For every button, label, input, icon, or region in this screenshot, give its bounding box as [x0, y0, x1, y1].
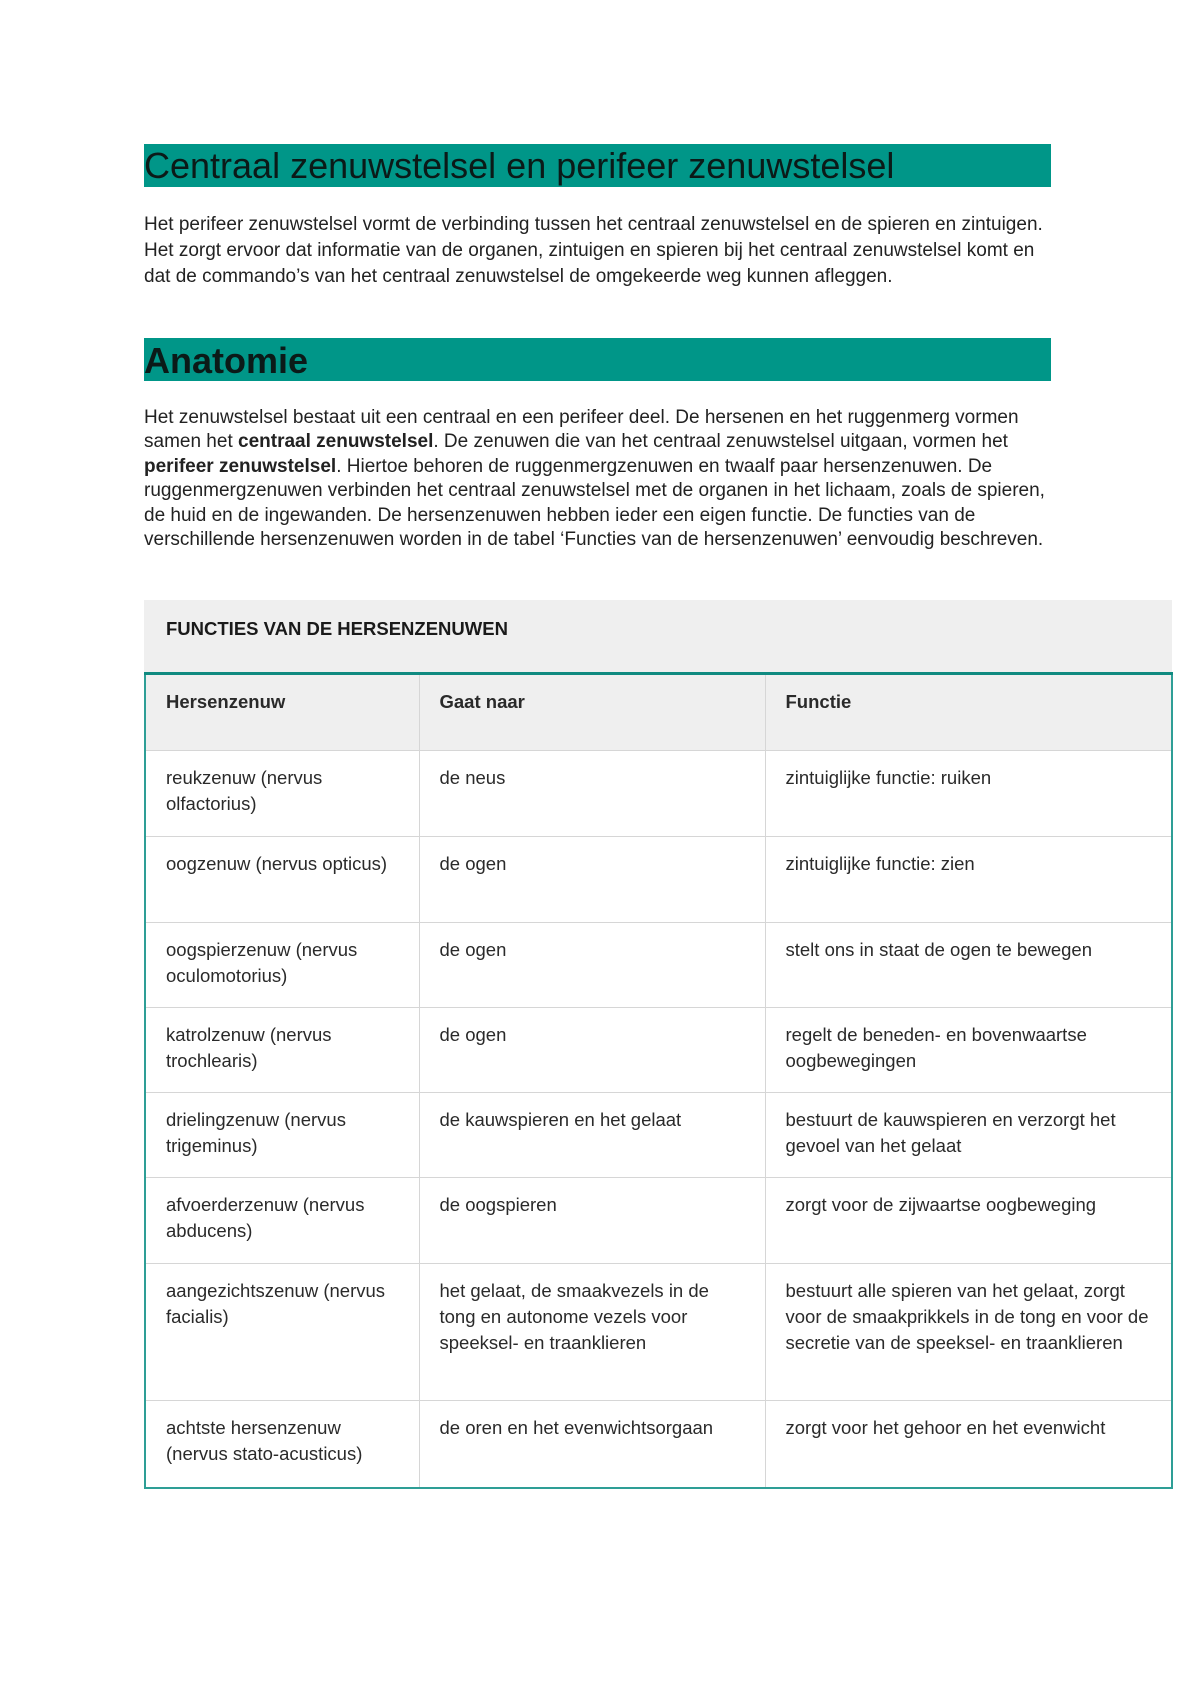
- bold-term: perifeer zenuwstelsel: [144, 455, 337, 477]
- table-row: [145, 751, 1172, 837]
- table-cell: zorgt voor het gehoor en het evenwicht: [765, 1401, 1172, 1488]
- table-cell: bestuurt alle spieren van het gelaat, zorgt voor de smaakprikkels in de tong en voor de secretie van de speeksel- en traanklieren: [765, 1264, 1172, 1401]
- anatomy-paragraph: [144, 406, 1064, 552]
- table-cell: drielingzenuw (nervus trigeminus): [145, 1093, 419, 1178]
- table-row: [145, 1093, 1172, 1178]
- section-heading-anatomy: Anatomie: [144, 338, 1051, 381]
- text: Het zenuwstelsel bestaat uit een centraal en een perifeer deel. De hersenen en het ruggenmerg vormen samen het: [144, 407, 1019, 453]
- bold-term: centraal zenuwstelsel: [238, 431, 434, 453]
- table-cell: katrolzenuw (nervus trochlearis): [145, 1008, 419, 1093]
- table-row: [145, 1264, 1172, 1401]
- table-cell: regelt de beneden- en bovenwaartse oogbewegingen: [765, 1008, 1172, 1093]
- table-cell: stelt ons in staat de ogen te bewegen: [765, 923, 1172, 1008]
- table-cell: de ogen: [419, 923, 765, 1008]
- table-cell: zintuiglijke functie: ruiken: [765, 751, 1172, 837]
- table-cell: afvoerderzenuw (nervus abducens): [145, 1178, 419, 1264]
- text: . De zenuwen die van het centraal zenuwstelsel uitgaan, vormen het: [433, 431, 1008, 453]
- cranial-nerves-table: [144, 672, 1173, 1489]
- table-cell: oogspierzenuw (nervus oculomotorius): [145, 923, 419, 1008]
- table-cell: aangezichtszenuw (nervus facialis): [145, 1264, 419, 1401]
- table-cell: de kauwspieren en het gelaat: [419, 1093, 765, 1178]
- table-cell: reukzenuw (nervus olfactorius): [145, 751, 419, 837]
- column-header: Gaat naar: [419, 674, 765, 751]
- table-cell: de oren en het evenwichtsorgaan: [419, 1401, 765, 1488]
- table-row: [145, 1401, 1172, 1488]
- text: . Hiertoe behoren de ruggenmergzenuwen en twaalf paar hersenzenuwen. De ruggenmergzenuwen verbinden het centraal zenuwstelsel met de organen in het lichaam, zoals de spieren, de huid en de ingewanden. De hersenzenuwen hebben ieder een eigen functie. De functies van de verschillende hersenzenuwen worden in de tabel ‘Functies van de hersenzenuwen’ eenvoudig beschreven.: [144, 455, 1045, 551]
- table-cell: de neus: [419, 751, 765, 837]
- table-row: [145, 1008, 1172, 1093]
- section-heading-central-peripheral: Centraal zenuwstelsel en perifeer zenuwstelsel: [144, 144, 1051, 187]
- column-header: Hersenzenuw: [145, 674, 419, 751]
- table-row: [145, 837, 1172, 923]
- table-row: [145, 923, 1172, 1008]
- table-header-row: [145, 674, 1172, 751]
- table-title: FUNCTIES VAN DE HERSENZENUWEN: [144, 600, 1172, 672]
- table-cell: de ogen: [419, 1008, 765, 1093]
- table-cell: zintuiglijke functie: zien: [765, 837, 1172, 923]
- table-cell: de oogspieren: [419, 1178, 765, 1264]
- table-cell: oogzenuw (nervus opticus): [145, 837, 419, 923]
- table-row: [145, 1178, 1172, 1264]
- intro-paragraph: Het perifeer zenuwstelsel vormt de verbinding tussen het centraal zenuwstelsel en de spieren en zintuigen. Het zorgt ervoor dat informatie van de organen, zintuigen en spieren bij het centraal zenuwstelsel komt en dat de commando’s van het centraal zenuwstelsel de omgekeerde weg kunnen afleggen.: [144, 214, 1043, 287]
- column-header: Functie: [765, 674, 1172, 751]
- table-cell: zorgt voor de zijwaartse oogbeweging: [765, 1178, 1172, 1264]
- table-cell: bestuurt de kauwspieren en verzorgt het gevoel van het gelaat: [765, 1093, 1172, 1178]
- table-cell: de ogen: [419, 837, 765, 923]
- table-cell: achtste hersenzenuw (nervus stato-acusticus): [145, 1401, 419, 1488]
- table-cell: het gelaat, de smaakvezels in de tong en autonome vezels voor speeksel- en traanklieren: [419, 1264, 765, 1401]
